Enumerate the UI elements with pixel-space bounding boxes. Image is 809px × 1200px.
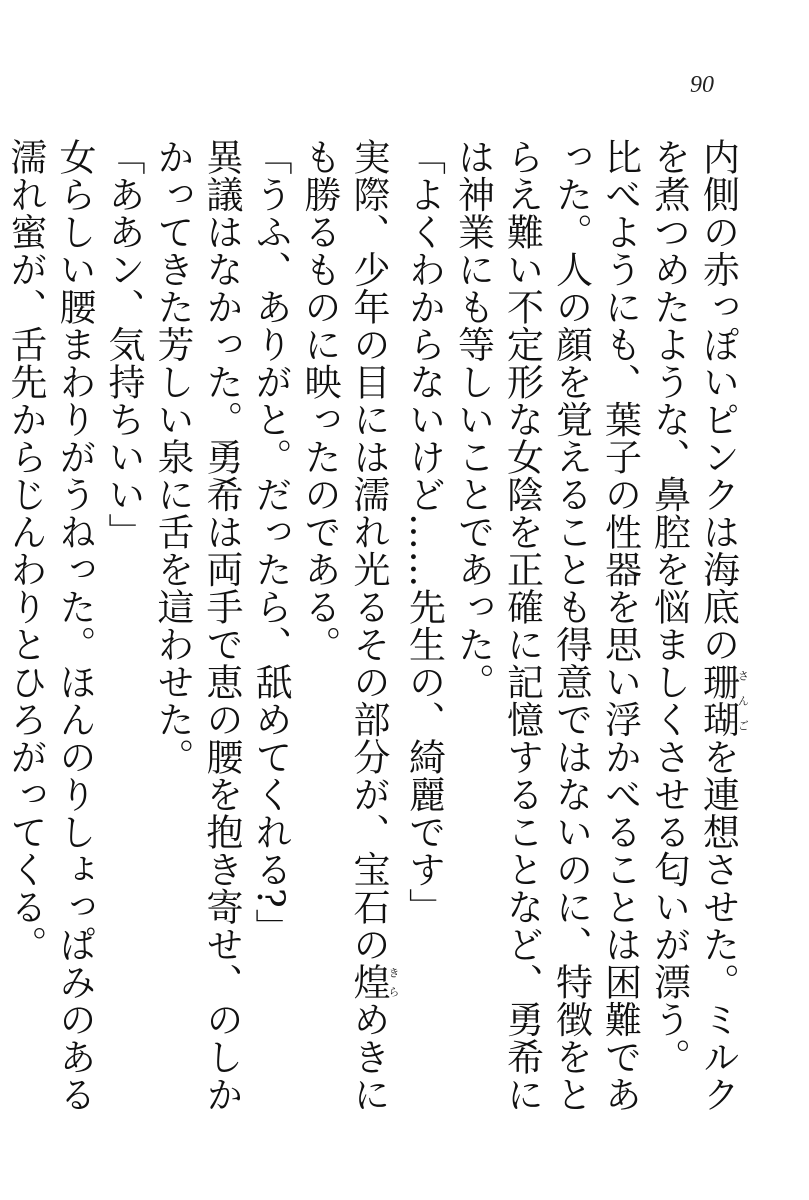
- text-run: を連想させた。ミルクを煮つめたような、鼻腔を悩ましくさせる匂いが漂う。: [647, 138, 740, 1113]
- body-text: [0, 138, 749, 1138]
- ruby-word: [347, 963, 400, 1001]
- paragraph: [449, 138, 645, 1138]
- text-run: 実際、少年の目には濡れ光るその部分が、宝石の: [347, 138, 390, 963]
- ruby-base: 煌: [347, 963, 390, 1001]
- text-run: 内側の赤っぽいピンクは海底の: [696, 138, 740, 663]
- furigana: きら: [387, 963, 400, 1001]
- paragraph: [99, 138, 148, 1138]
- paragraph: [0, 138, 1, 1138]
- paragraph: [295, 138, 400, 1138]
- paragraph: [645, 138, 750, 1138]
- ruby-base: 珊瑚: [696, 663, 740, 738]
- paragraph: [148, 138, 246, 1138]
- furigana: さんご: [736, 663, 750, 738]
- text-run: めきにも勝るものに映ったのである。: [298, 138, 390, 1113]
- ruby-word: [696, 663, 750, 738]
- text-run: 比べようにも、葉子の性器を思い浮かべることは困難であった。人の顔を覚えることも得意ではないのに、特徴をとらえ難い不定形な女陰を正確に記憶することなど、勇希には神業にも等しいことであった。: [451, 138, 642, 1113]
- text-run: 「よくわからないけど……先生の、綺麗です」: [402, 138, 446, 926]
- paragraph: [400, 138, 449, 1138]
- text-run: 「ああン、気持ちいい」: [102, 138, 145, 551]
- text-run: 女らしい腰まわりがうねった。ほんのりしょっぱみのある濡れ蜜が、舌先からじんわりとひろがってくる。: [4, 138, 96, 1113]
- text-run: 「うふ、ありがと。だったら、舐めてくれる?」: [249, 138, 292, 946]
- text-run: 異議はなかった。勇希は両手で恵の腰を抱き寄せ、のしかかってきた芳しい泉に舌を這わせた。: [151, 138, 243, 1113]
- page-number: 90: [690, 72, 714, 98]
- paragraph: [246, 138, 295, 1138]
- paragraph: [1, 138, 99, 1138]
